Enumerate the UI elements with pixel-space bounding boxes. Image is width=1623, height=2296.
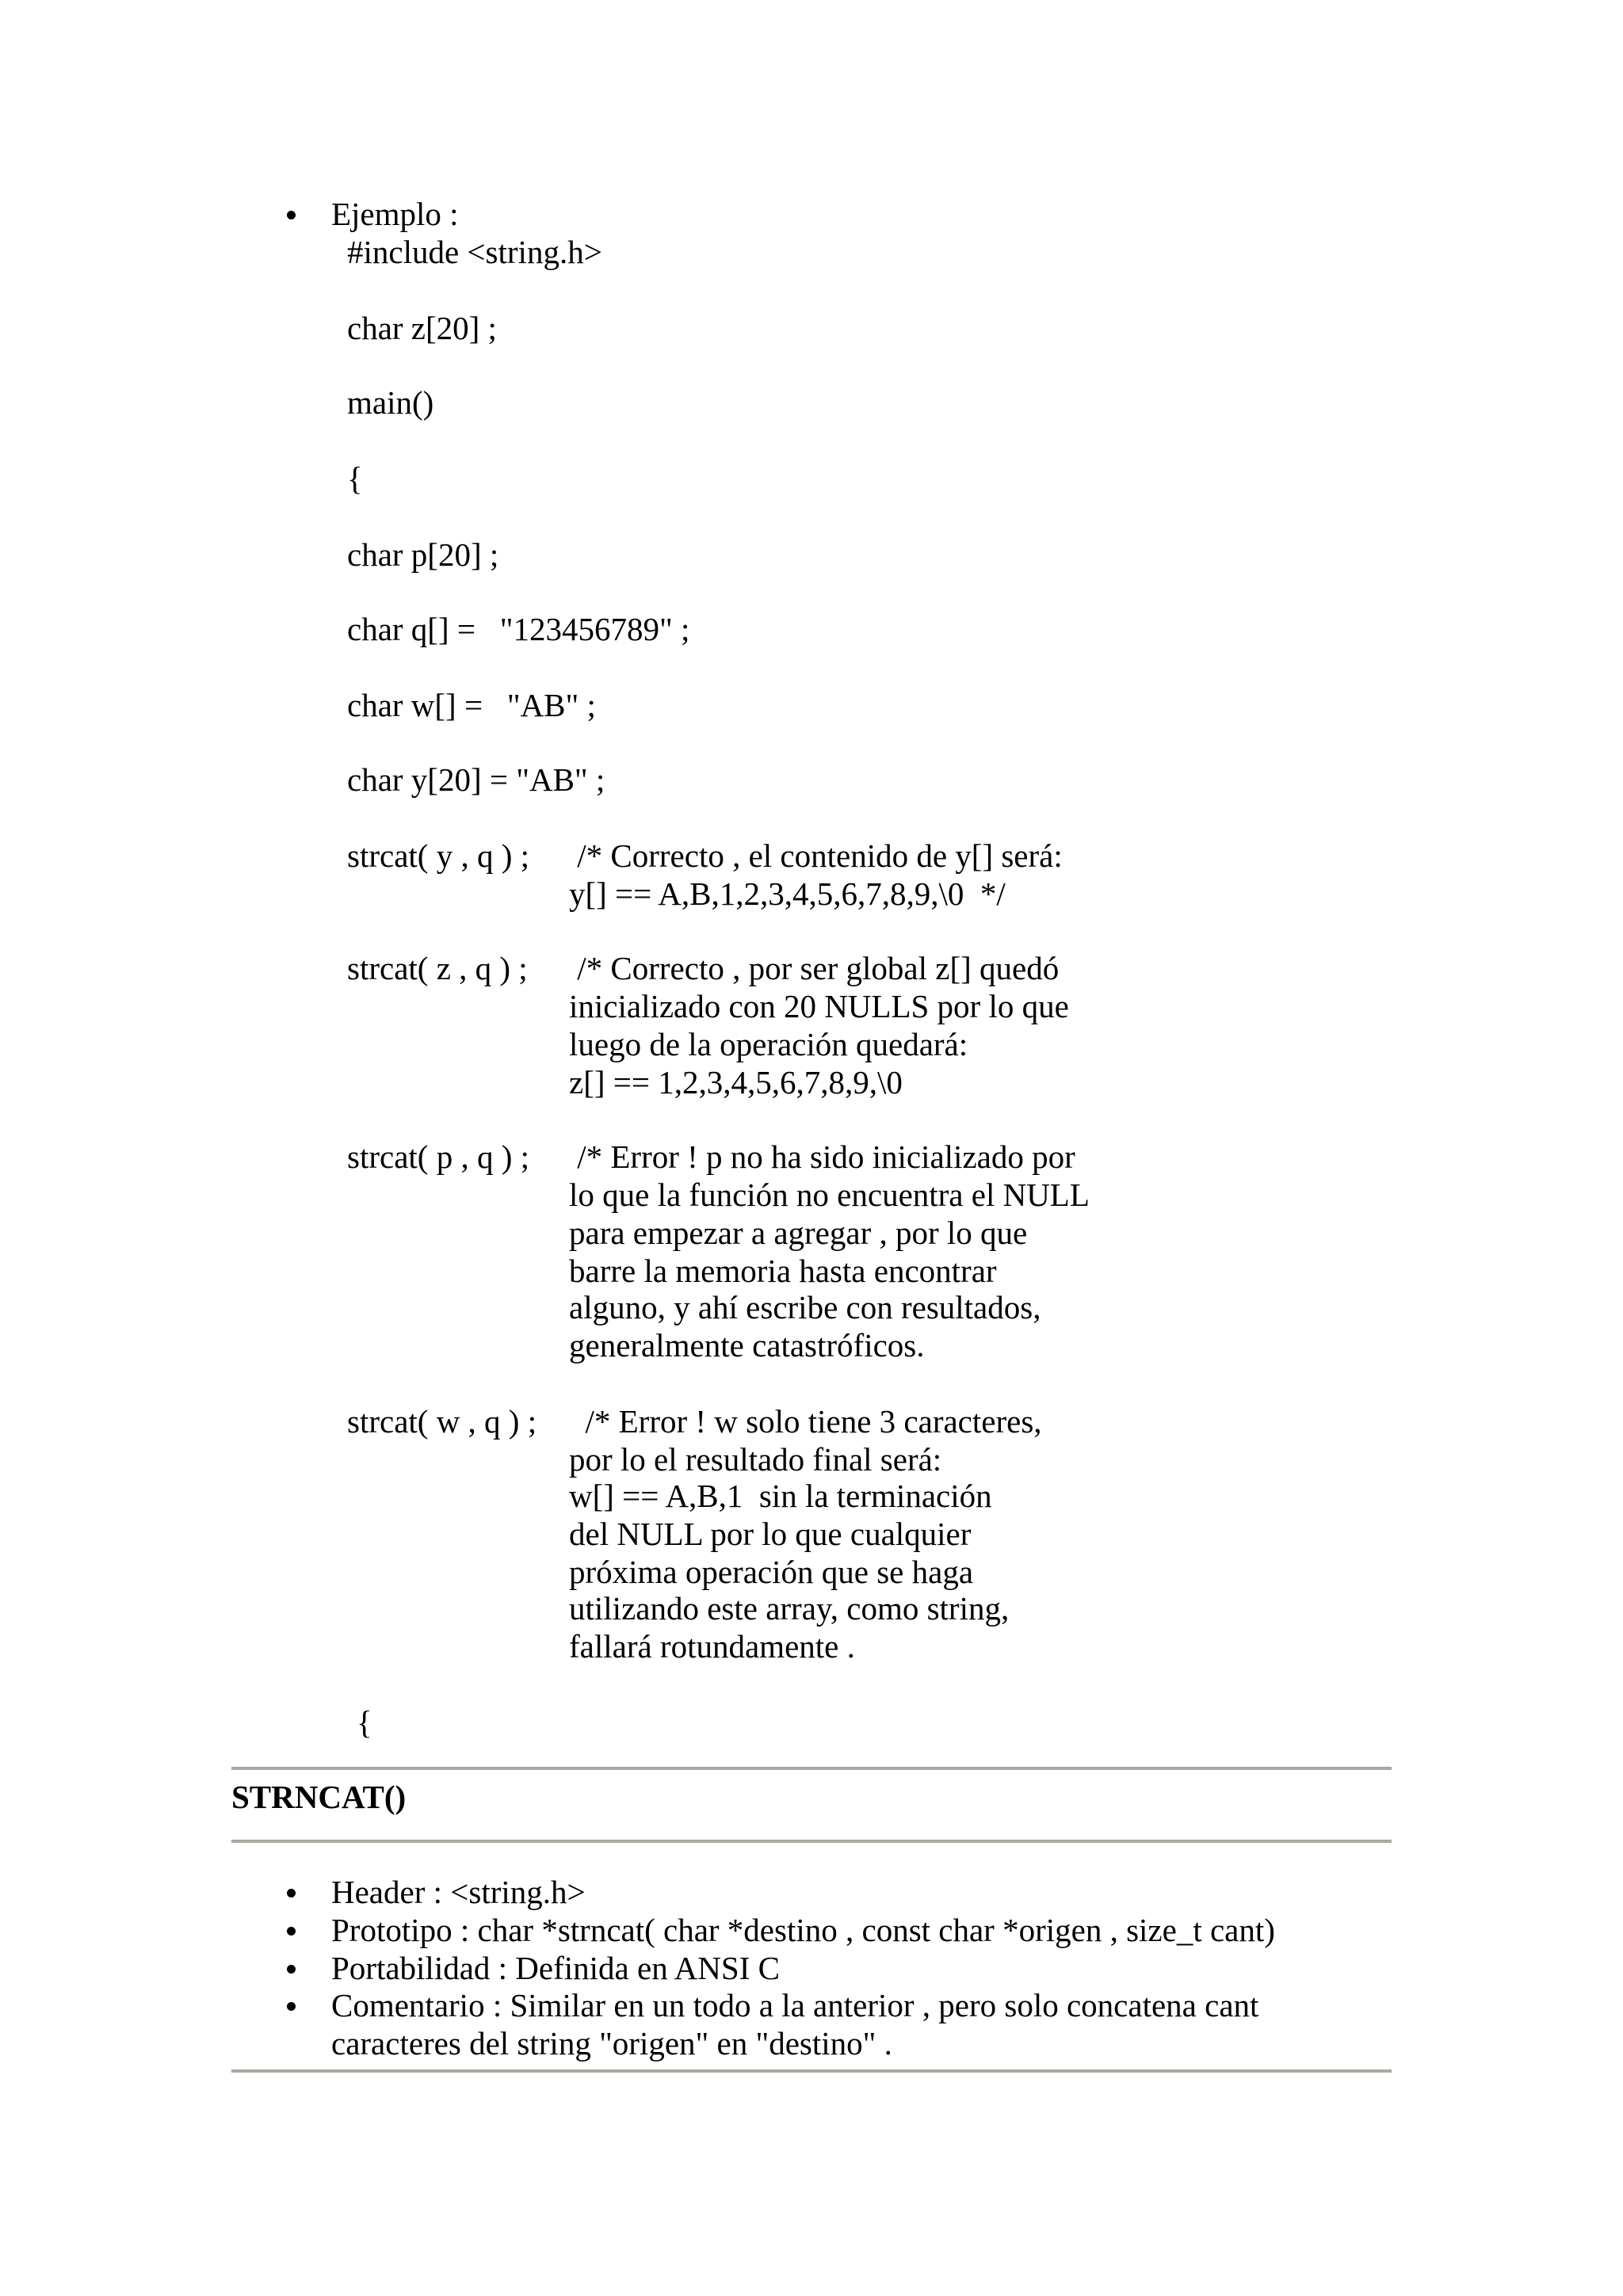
comment-line: alguno, y ahí escribe con resultados, [569, 1289, 1041, 1325]
comment-line: lo que la función no encuentra el NULL [569, 1177, 1090, 1213]
comment-line: z[] == 1,2,3,4,5,6,7,8,9,\0 [569, 1064, 903, 1100]
bullet-icon [287, 1889, 296, 1897]
comment-line: /* Correcto , por ser global z[] quedó [569, 950, 1060, 986]
section-divider [231, 1840, 1392, 1843]
comment-line: luego de la operación quedará: [569, 1026, 968, 1062]
list-item-continuation: caracteres del string "origen" en "destino" . [331, 2025, 892, 2061]
bullet-icon [287, 1927, 296, 1936]
comment-line: para empezar a agregar , por lo que [569, 1215, 1028, 1251]
code-include: #include <string.h> [347, 234, 602, 270]
bullet-icon [287, 211, 296, 219]
comment-line: /* Error ! p no ha sido inicializado por [569, 1138, 1075, 1175]
comment-line: próxima operación que se haga [569, 1554, 974, 1590]
comment-line: del NULL por lo que cualquier [569, 1516, 972, 1552]
comment-line: utilizando este array, como string, [569, 1590, 1010, 1627]
code-decl-q: char q[] = "123456789" ; [347, 611, 690, 647]
code-strcat-w: strcat( w , q ) ; [347, 1403, 537, 1440]
comment-line: generalmente catastróficos. [569, 1327, 925, 1363]
code-open-brace: { [347, 460, 363, 497]
code-strcat-z: strcat( z , q ) ; [347, 950, 528, 986]
comment-line: inicializado con 20 NULLS por lo que [569, 988, 1069, 1024]
comment-line: barre la memoria hasta encontrar [569, 1253, 997, 1289]
comment-line: /* Error ! w solo tiene 3 caracteres, [569, 1403, 1042, 1440]
section-title: STRNCAT() [231, 1779, 407, 1815]
list-item: Portabilidad : Definida en ANSI C [331, 1950, 780, 1986]
comment-line: w[] == A,B,1 sin la terminación [569, 1478, 992, 1514]
comment-line: y[] == A,B,1,2,3,4,5,6,7,8,9,\0 */ [569, 875, 1006, 912]
code-decl-z: char z[20] ; [347, 310, 497, 346]
code-close-brace: { [357, 1704, 372, 1741]
section-divider [231, 2069, 1392, 2073]
code-strcat-p: strcat( p , q ) ; [347, 1138, 529, 1175]
comment-line: fallará rotundamente . [569, 1628, 855, 1665]
example-label: Ejemplo : [331, 196, 459, 232]
list-item: Comentario : Similar en un todo a la anterior , pero solo concatena cant [331, 1987, 1259, 2023]
list-item: Prototipo : char *strncat( char *destino , const char *origen , size_t cant) [331, 1912, 1275, 1948]
code-decl-y: char y[20] = "AB" ; [347, 761, 605, 798]
comment-line: /* Correcto , el contenido de y[] será: [569, 837, 1063, 874]
code-main: main() [347, 384, 434, 421]
bullet-icon [287, 2002, 296, 2011]
code-decl-p: char p[20] ; [347, 536, 499, 573]
code-strcat-y: strcat( y , q ) ; [347, 837, 529, 874]
bullet-icon [287, 1965, 296, 1974]
section-divider [231, 1767, 1392, 1770]
code-decl-w: char w[] = "AB" ; [347, 687, 596, 723]
list-item: Header : <string.h> [331, 1874, 586, 1910]
comment-line: por lo el resultado final será: [569, 1441, 942, 1478]
